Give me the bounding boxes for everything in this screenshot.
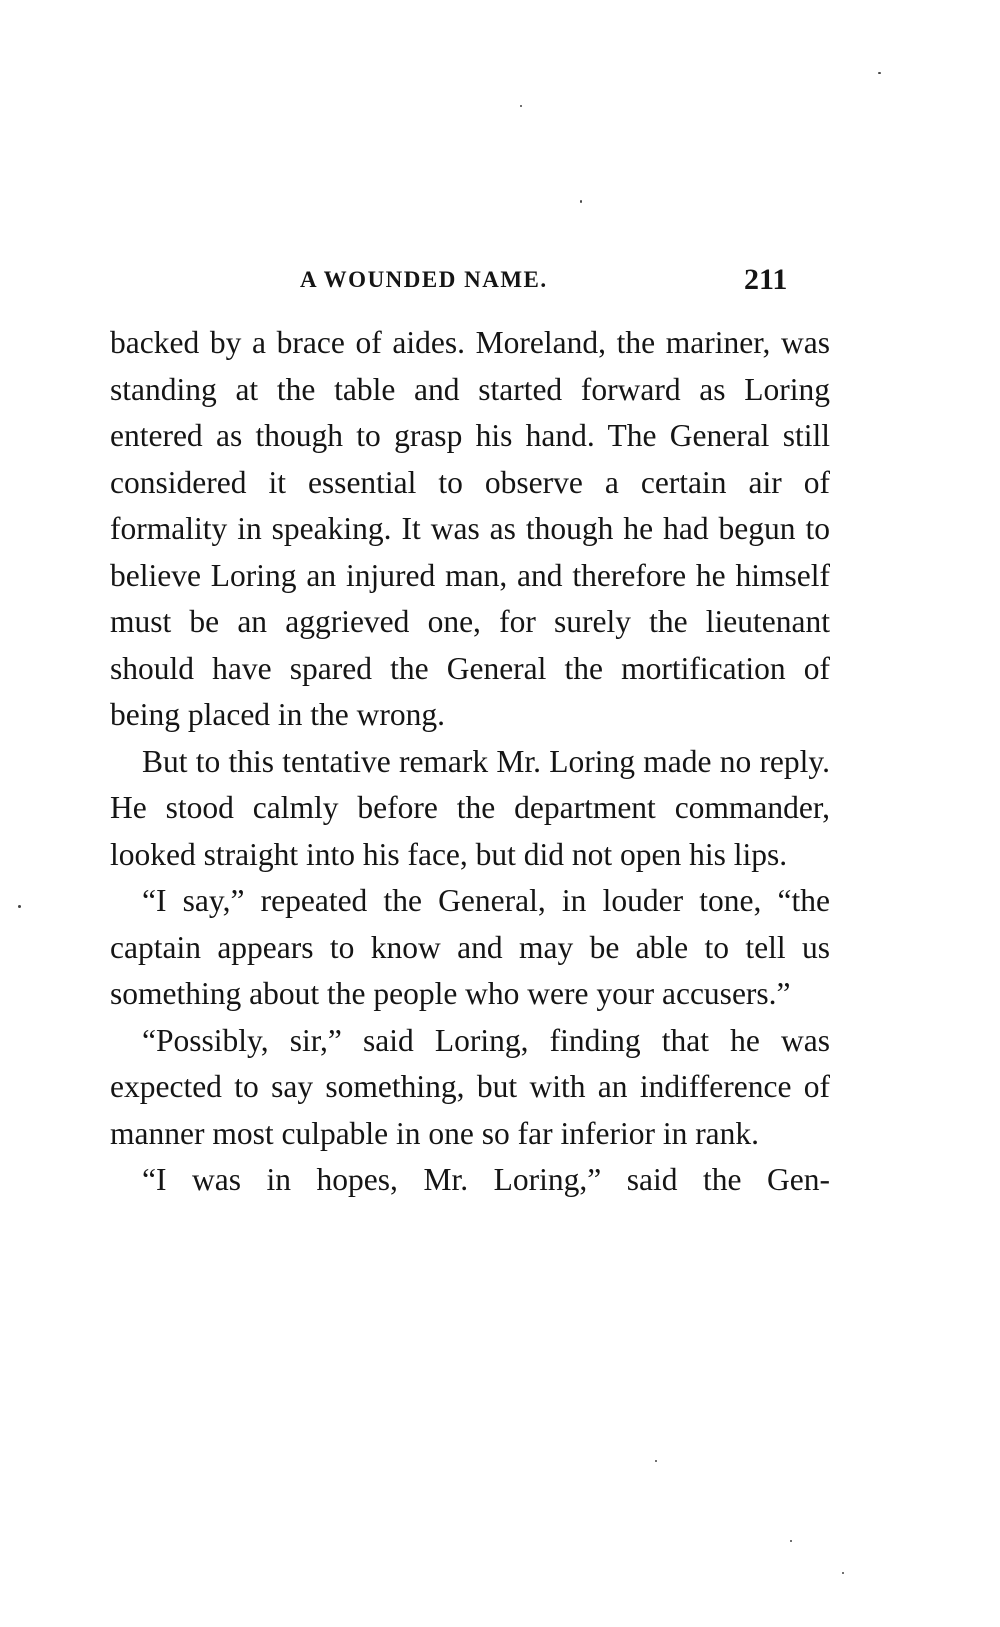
scan-speck: [790, 1540, 792, 1542]
page-number: 211: [744, 263, 788, 296]
paragraph-4: “Possibly, sir,” said Loring, finding that he was expected to say something, but with an indifference of manner most culpable in one so far inferior in rank.: [110, 1022, 830, 1151]
scan-speck: [580, 200, 582, 203]
body-text: [110, 320, 830, 1204]
paragraph-1: backed by a brace of aides. Moreland, the mariner, was standing at the table and started forward as Loring entered as though to grasp his hand. The General still considered it essential to observe a certain air of formality in speaking. It was as though he had begun to believe Loring an injured man, and therefore he himself must be an aggrieved one, for surely the lieutenant should have spared the General the mortification of being placed in the wrong.: [110, 325, 830, 732]
paragraph-5: “I was in hopes, Mr. Loring,” said the Gen-: [142, 1162, 830, 1197]
scan-speck: [655, 1460, 657, 1462]
scan-speck: [842, 1572, 844, 1574]
scan-speck: [18, 905, 21, 908]
scan-speck: [878, 72, 881, 74]
paragraph-3: “I say,” repeated the General, in louder tone, “the captain appears to know and may be able to tell us something about the people who were your accusers.”: [110, 883, 830, 1011]
running-head: [0, 262, 1000, 302]
scan-speck: [520, 105, 522, 107]
running-title: A WOUNDED NAME.: [300, 267, 548, 292]
paragraph-2: But to this tentative remark Mr. Loring made no reply. He stood calmly before the department commander, looked straight into his face, but did not open his lips.: [110, 743, 830, 872]
